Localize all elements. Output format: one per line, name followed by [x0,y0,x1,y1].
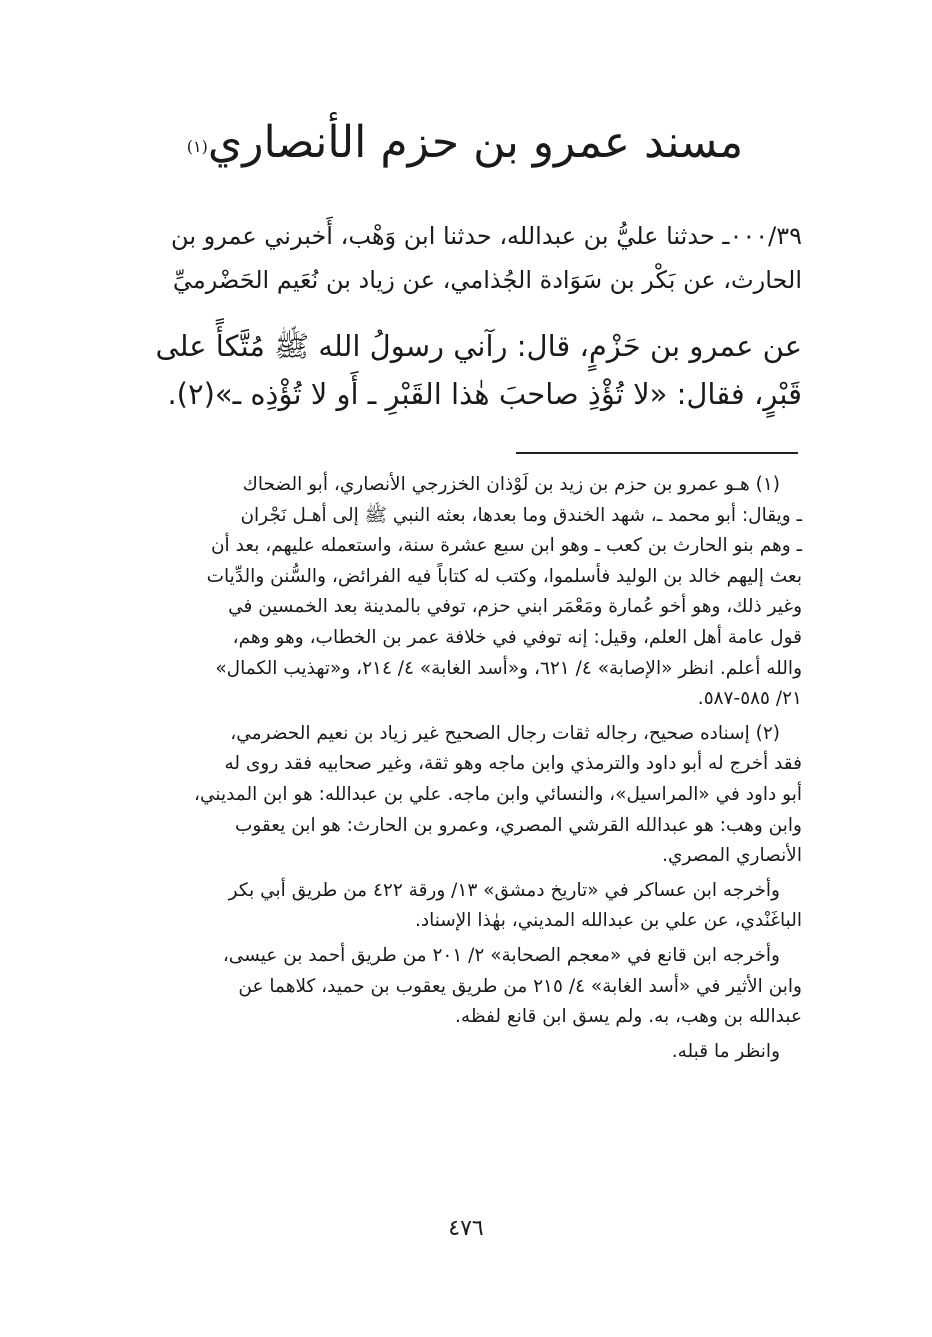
footnote-line: وغير ذلك، وهو أخو عُمارة ومَعْمَر ابني حزم، توفي بالمدينة بعد الخمسين في [228,596,802,618]
footnote-line: والله أعلم. انظر «الإصابة» ٤/ ٦٢١، و«أسد الغابة» ٤/ ٢١٤، و«تهذيب الكمال» [215,657,802,679]
footnote-separator [516,452,798,454]
footnote-line: ٢١/ ٥٨٥-٥٨٧. [697,688,802,710]
footnote-line: الأنصاري المصري. [662,845,802,867]
footnote-line: وأخرجه ابن عساكر في «تاريخ دمشق» ١٣/ ورقة ٤٢٢ من طريق أبي بكر [228,879,780,901]
footnote-line: قول عامة أهل العلم، وقيل: إنه توفي في خلافة عمر بن الخطاب، وهو وهم، [232,626,802,648]
footnote-line: ـ ويقال: أبو محمد ـ، شهد الخندق وما بعدها، بعثه النبي ﷺ إلى أهـل نَجْران [240,504,802,526]
footnote-line: الباغَنْدي، عن علي بن عبدالله المديني، بهٰذا الإسناد. [414,910,802,932]
footnote-2 [96,719,802,872]
matn-line: قَبْرٍ، فقال: «لا تُؤْذِ صاحبَ هٰذا القَبْرِ ـ أَو لا تُؤْذِه ـ»(٢). [167,377,802,411]
footnote-line: (١) هـو عمرو بن حزم بن زيد بن لَوْذان الخزرجي الأنصاري، أبو الضحاك [242,474,780,495]
footnote-line: عبدالله بن وهب، به. ولم يسق ابن قانع لفظه. [455,1006,802,1028]
footnote-2-takhrij-1 [96,876,802,937]
hadith-matn [96,322,802,418]
title-footnote-marker: (١) [186,137,208,156]
page-number: ٤٧٦ [448,1216,484,1241]
isnad-line: الحارث، عن بَكْر بن سَوَادة الجُذامي، عن زياد بن نُعَيم الحَضْرميِّ [172,266,802,294]
hadith-isnad [96,214,802,302]
footnotes [96,470,802,1071]
matn-line: عن عمرو بن حَزْمٍ، قال: رآني رسولُ الله ﷺ مُتَّكأً على [155,329,802,363]
footnote-2-takhrij-2 [96,941,802,1033]
isnad-line: ٠٠٠/٣٩ـ حدثنا عليُّ بن عبدالله، حدثنا ابن وَهْب، أَخبرني عمرو بن [171,222,802,250]
footnote-line: بعث إليهم خالد بن الوليد فأسلموا، وكتب له كتاباً فيه الفرائض، والسُّنن والدِّيات [206,565,802,587]
footnote-line: وابن وهب: هو عبدالله القرشي المصري، وعمرو بن الحارث: هو ابن يعقوب [234,814,802,836]
footnote-line: وابن الأثير في «أسد الغابة» ٤/ ٢١٥ من طريق يعقوب بن حميد، كلاهما عن [238,975,802,997]
footnote-line: (٢) إسناده صحيح، رجاله ثقات رجال الصحيح غير زياد بن نعيم الحضرمي، [230,722,780,744]
footnote-line: ـ وهم بنو الحارث بن كعب ـ وهو ابن سبع عشرة سنة، واستعمله عليهم، بعد أن [210,535,802,557]
footnote-1 [96,470,802,715]
footnote-line: وأخرجه ابن قانع في «معجم الصحابة» ٢/ ٢٠١ من طريق أحمد بن عيسى، [222,944,780,966]
section-title [150,108,780,178]
footnote-line: وانظر ما قبله. [671,1040,780,1062]
footnote-line: فقد أخرج له أبو داود والترمذي وابن ماجه وهو ثقة، وغير صحابيه فقد روى له [224,753,802,775]
section-title-text: مسند عمرو بن حزم الأنصاري [207,117,744,168]
footnote-line: أبو داود في «المراسيل»، والنسائي وابن ماجه. علي بن عبدالله: هو ابن المديني، [193,783,802,805]
footnote-2-see-also [96,1037,802,1068]
